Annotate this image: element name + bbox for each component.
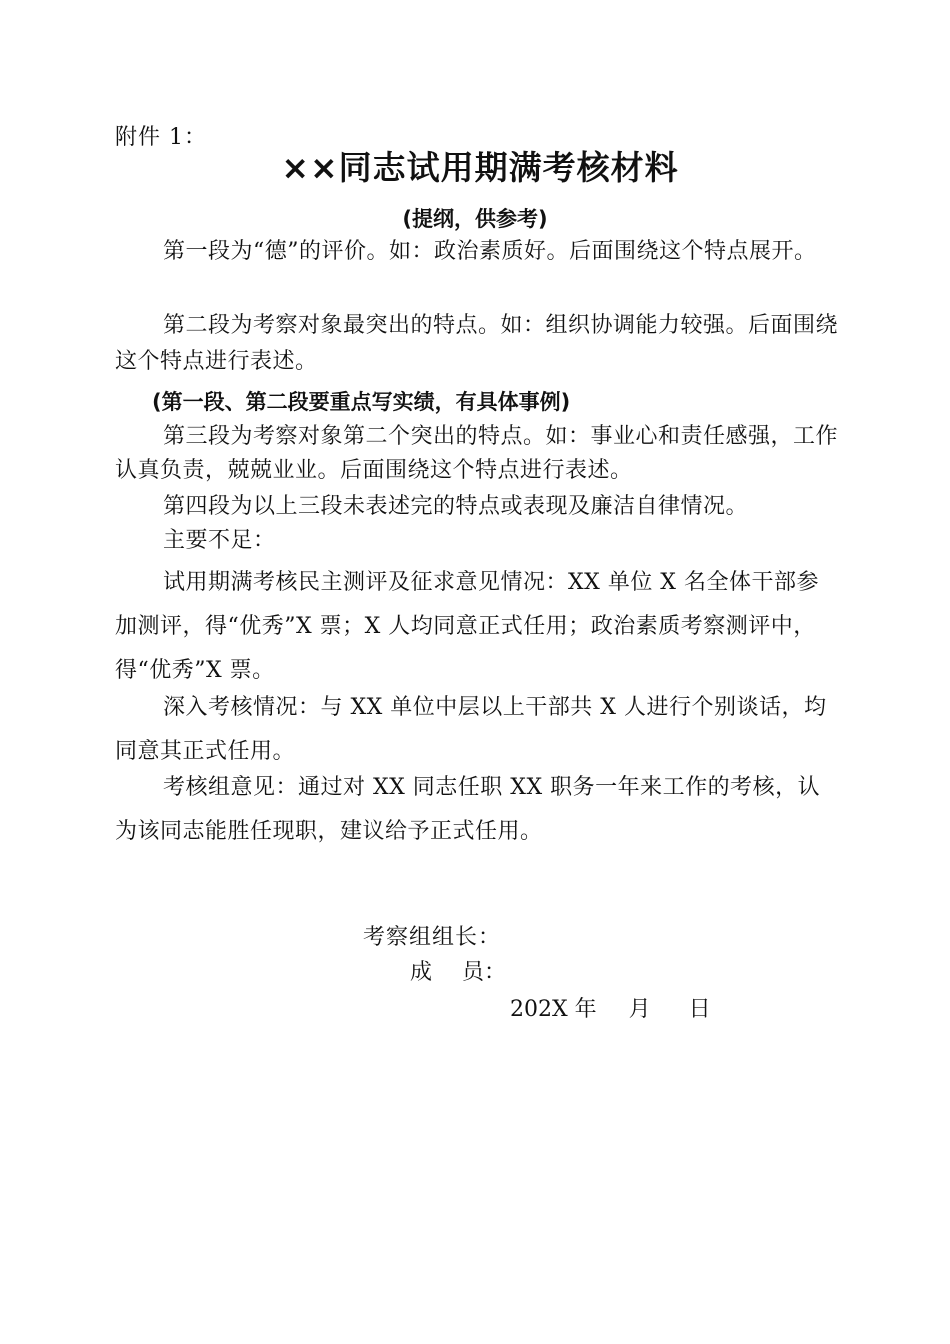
attachment-label: 附件 1：: [115, 125, 207, 150]
date-day: 日: [688, 997, 711, 1022]
signature-member-label-a: 成: [410, 960, 433, 985]
date-year: 202X 年: [510, 997, 597, 1022]
document-subtitle: (提纲，供参考): [402, 207, 548, 231]
paragraph-shortcomings: 主要不足：: [163, 528, 276, 553]
signature-member-label-b: 员：: [462, 960, 507, 985]
document-title: ××同志试用期满考核材料: [281, 148, 679, 187]
paragraph-evaluation: 试用期满考核民主测评及征求意见情况：XX 单位 X 名全体干部参加测评，得“优秀”X 票；X 人均同意正式任用；政治素质考察测评中，得“优秀”X 票。: [115, 570, 819, 683]
paragraph-second-strength: 第三段为考察对象第二个突出的特点。如：事业心和责任感强，工作认真负责，兢兢业业。后面围绕这个特点进行表述。: [115, 424, 839, 483]
paragraph-integrity: 第四段为以上三段未表述完的特点或表现及廉洁自律情况。: [163, 494, 749, 519]
paragraph-key-strength: 第二段为考察对象最突出的特点。如：组织协调能力较强。后面围绕这个特点进行表述。: [115, 313, 839, 374]
signature-date: [510, 992, 711, 1023]
signature-leader: 考察组组长：: [363, 925, 502, 950]
date-month: 月: [628, 997, 651, 1022]
paragraph-morality: 第一段为“德”的评价。如：政治素质好。后面围绕这个特点展开。: [163, 239, 817, 264]
paragraph-team-opinion: 考核组意见：通过对 XX 同志任职 XX 职务一年来工作的考核，认为该同志能胜任现职，建议给予正式任用。: [115, 775, 821, 844]
signature-member: [410, 955, 506, 986]
paragraph-interview: 深入考核情况：与 XX 单位中层以上干部共 X 人进行个别谈话，均同意其正式任用。: [115, 695, 827, 764]
writing-note: (第一段、第二段要重点写实绩，有具体事例): [152, 390, 571, 414]
